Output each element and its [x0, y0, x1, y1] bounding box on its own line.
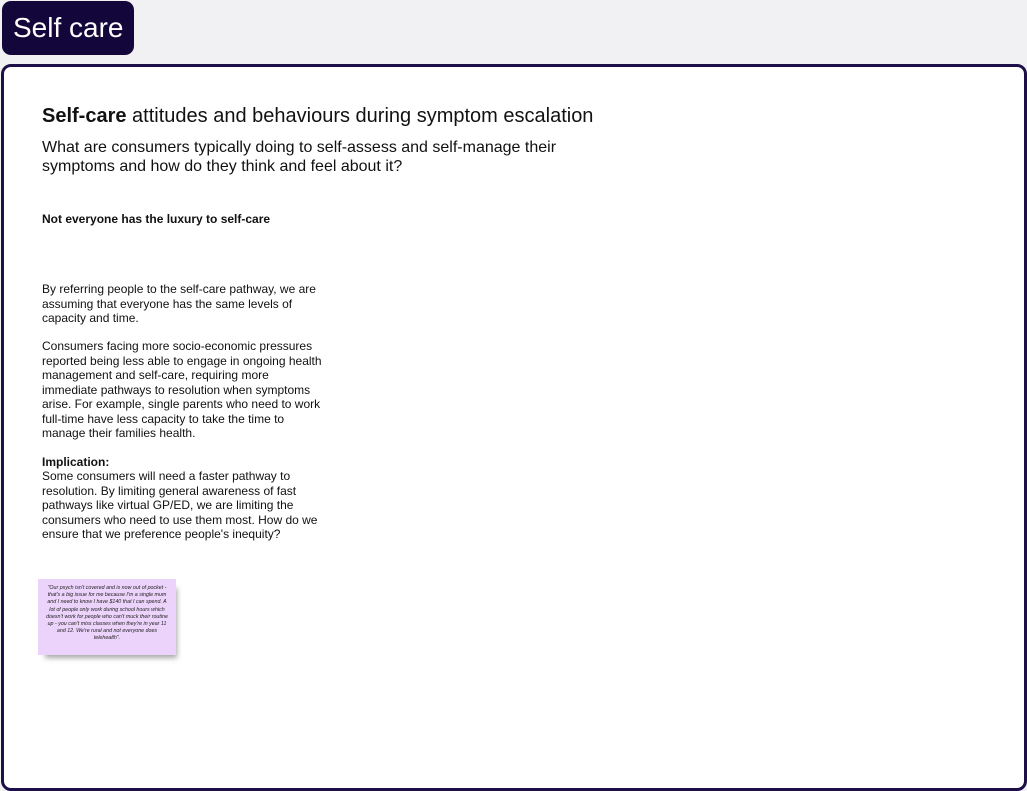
body-paragraph-2: Consumers facing more socio-economic pressures reported being less able to engage in ongoing health management and self-care, requiring more immediate pathways to resolution when symptoms arise. For example, single parents who need to work full-time have less capacity to take the time to manage their families health.: [42, 339, 322, 440]
page-title-rest: attitudes and behaviours during symptom escalation: [126, 105, 594, 127]
section-heading: Not everyone has the luxury to self-care: [42, 212, 271, 226]
sticky-note[interactable]: [38, 579, 176, 655]
sticky-note-quote: "Our psych isn't covered and is now out of pocket - that's a big issue for me because I'm a single mum and I need to know I have $140 that I can spend. A lot of people only work during school hours which doesn't work for people who can't muck their routine up - you can't miss classes when they're in year 11 and 12. We're rural and not everyone does telehealth".: [46, 585, 168, 642]
page-subtitle: What are consumers typically doing to self-assess and self-manage their symptoms and how do they think and feel about it?: [42, 139, 557, 175]
implication-label: Implication:: [42, 455, 110, 469]
section-tag[interactable]: [2, 1, 134, 55]
implication-paragraph: Some consumers will need a faster pathway to resolution. By limiting general awareness of fast pathways like virtual GP/ED, we are limiting the consumers who need to use them most. How do we ensure that we preference people's inequity?: [42, 469, 318, 541]
page-title-bold: Self-care: [42, 105, 127, 127]
body-paragraph-1: By referring people to the self-care pathway, we are assuming that everyone has the same levels of capacity and time.: [42, 282, 316, 325]
section-tag-label: Self care: [13, 12, 124, 43]
page-title: [42, 104, 593, 128]
